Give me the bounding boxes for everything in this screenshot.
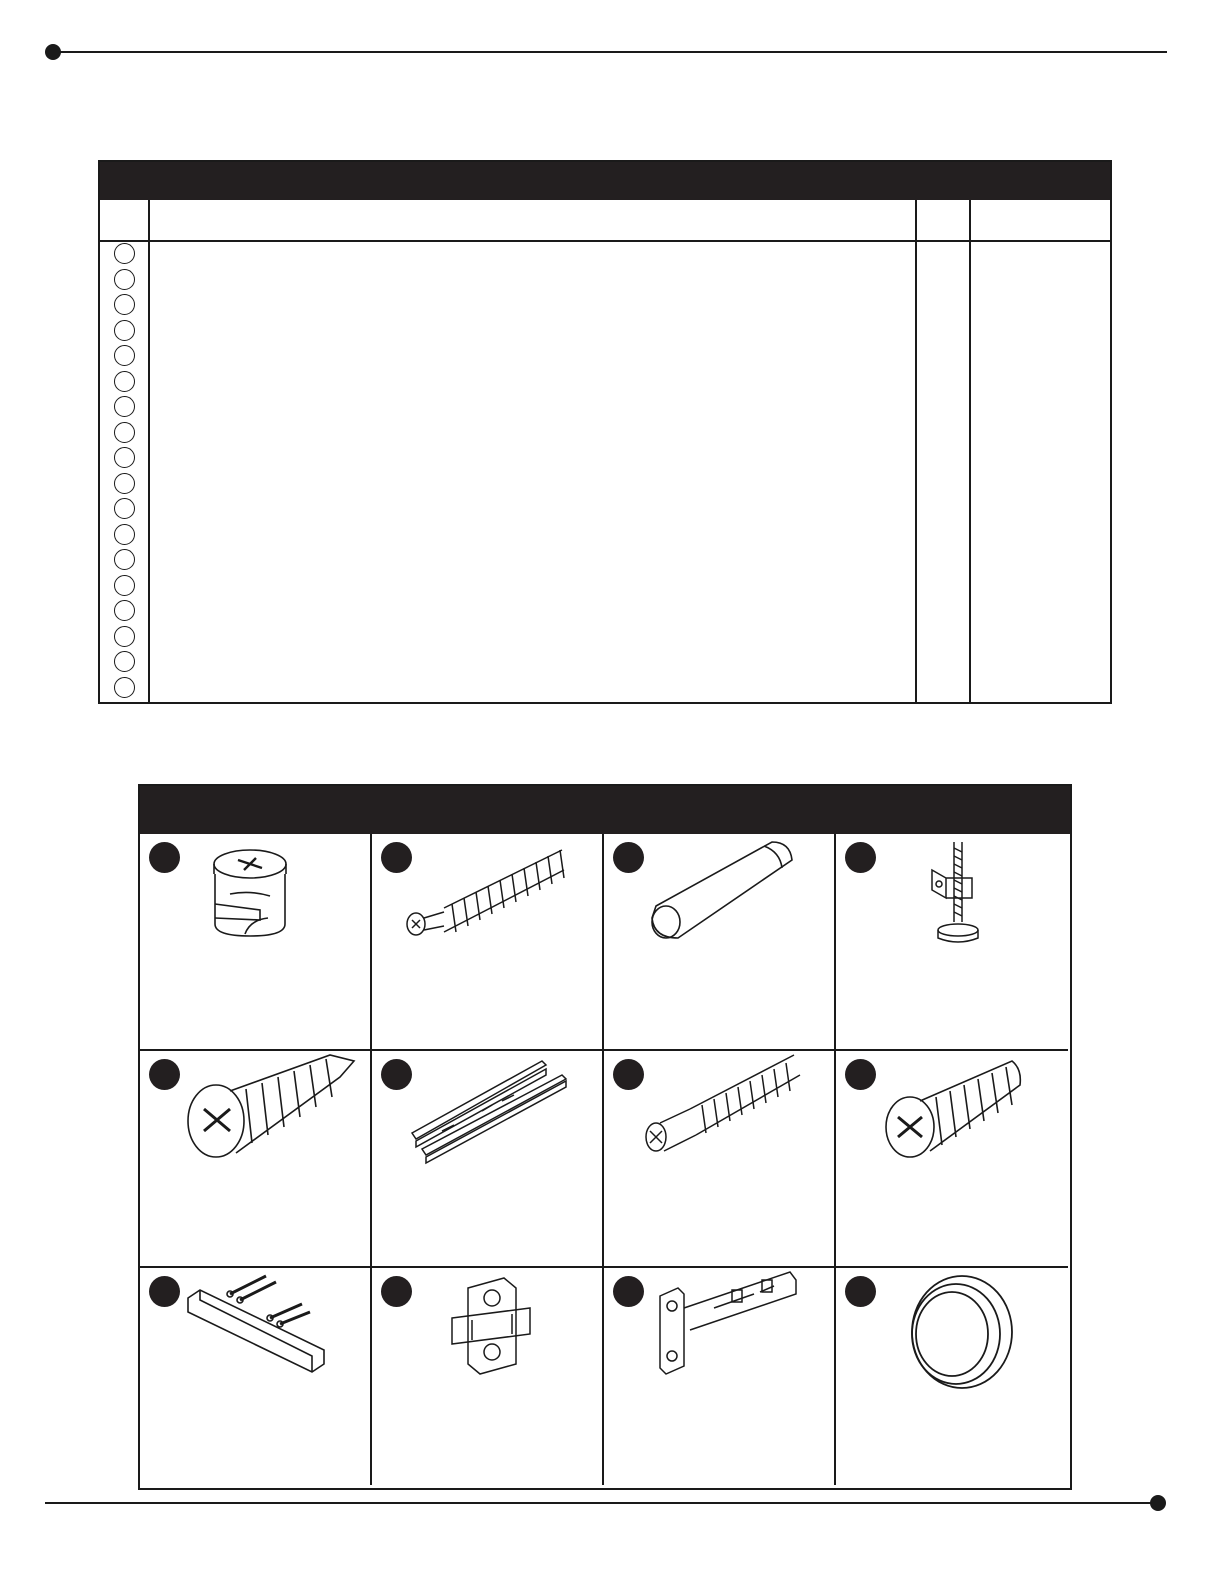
top-rule [52, 51, 1167, 53]
row-marker-circle [114, 498, 135, 519]
row-marker-circle [114, 600, 135, 621]
hardware-cell-round-knob [836, 1268, 1068, 1485]
row-marker-circle [114, 269, 135, 290]
row-marker-circle [114, 320, 135, 341]
hardware-grid [138, 784, 1072, 1490]
bottom-rule [45, 1502, 1157, 1504]
concealed-hinge-icon [604, 1268, 836, 1485]
hardware-cell-long-cam-bolt [604, 1051, 836, 1268]
parts-table-column-divider [148, 200, 150, 702]
row-marker-circle [114, 422, 135, 443]
cam-bolt-icon [372, 834, 604, 1051]
drawer-slide-icon [372, 1051, 604, 1268]
row-marker-circle [114, 626, 135, 647]
leveling-foot-icon [836, 834, 1068, 1051]
hardware-header-bar [140, 786, 1070, 834]
hardware-cell-wooden-dowel [604, 834, 836, 1051]
bottom-rule-dot [1150, 1495, 1166, 1511]
round-knob-icon [836, 1268, 1068, 1485]
parts-table-header-bar [100, 162, 1110, 200]
parts-table-column-divider [915, 200, 917, 702]
wooden-dowel-icon [604, 834, 836, 1051]
pan-head-wood-screw-icon [140, 1051, 372, 1268]
row-marker-circle [114, 473, 135, 494]
hardware-cell-pan-head-wood-screw [140, 1051, 372, 1268]
hardware-cell-cam-bolt [372, 834, 604, 1051]
parts-table [98, 160, 1112, 704]
hardware-cell-bar-handle [140, 1268, 372, 1485]
bar-handle-with-screws-icon [140, 1268, 372, 1485]
row-marker-circle [114, 651, 135, 672]
parts-table-column-divider [969, 200, 971, 702]
row-marker-circle [114, 396, 135, 417]
hardware-cell-machine-screw [836, 1051, 1068, 1268]
row-marker-circle [114, 447, 135, 468]
hardware-cell-hinge-mounting-plate [372, 1268, 604, 1485]
row-marker-circle [114, 575, 135, 596]
machine-screw-icon [836, 1051, 1068, 1268]
long-cam-bolt-icon [604, 1051, 836, 1268]
row-marker-circle [114, 294, 135, 315]
row-marker-circle [114, 524, 135, 545]
hinge-mounting-plate-icon [372, 1268, 604, 1485]
parts-table-column-header-divider [100, 240, 1110, 242]
hardware-cell-concealed-hinge [604, 1268, 836, 1485]
cam-lock-icon [140, 834, 372, 1051]
row-marker-circle [114, 243, 135, 264]
hardware-cell-leveling-foot [836, 834, 1068, 1051]
row-marker-circle [114, 345, 135, 366]
hardware-cell-cam-lock [140, 834, 372, 1051]
row-marker-circle [114, 371, 135, 392]
row-marker-circle [114, 549, 135, 570]
row-marker-circle [114, 677, 135, 698]
hardware-cell-drawer-slide [372, 1051, 604, 1268]
